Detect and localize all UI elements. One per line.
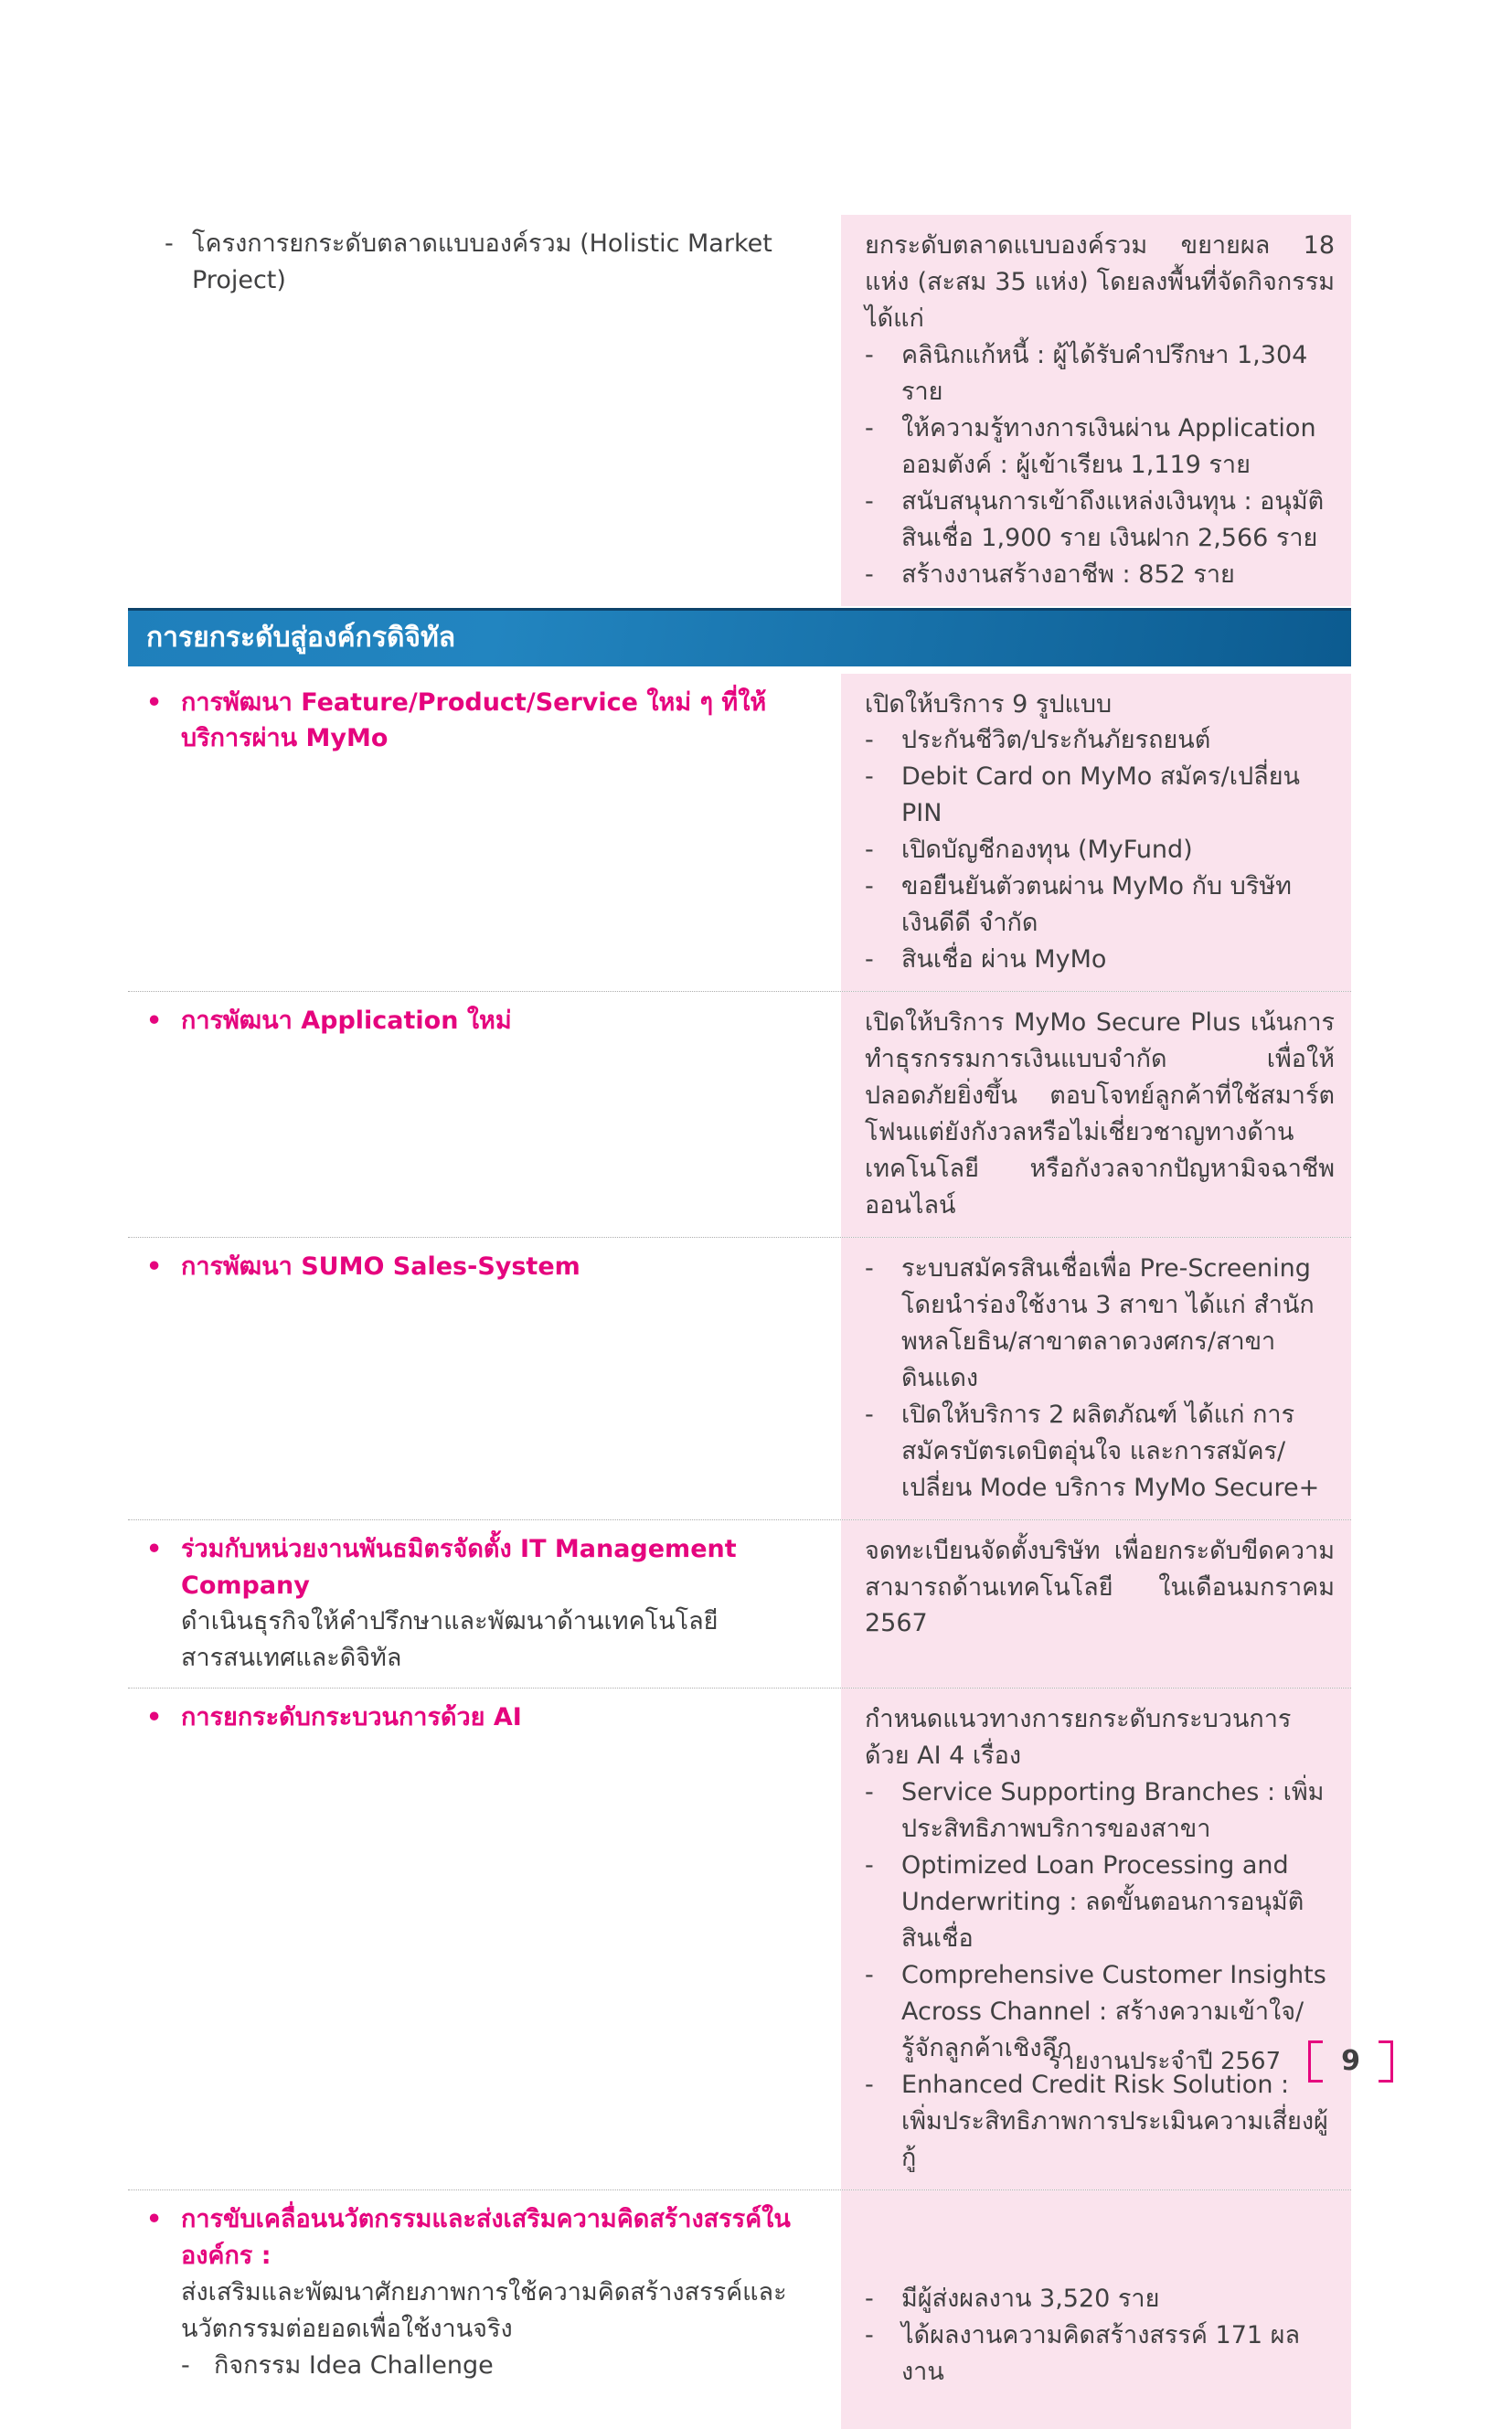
detail-item — [865, 868, 1335, 942]
table-row — [128, 991, 1351, 1237]
dash-marker: - — [865, 1961, 874, 1990]
detail-item — [865, 2317, 1335, 2391]
table-row — [128, 1688, 1351, 2189]
right-cell — [841, 2190, 1351, 2429]
detail-text: Enhanced Credit Risk Solution : เพิ่มประสิทธิภาพการประเมินความเสี่ยงผู้กู้ — [901, 2070, 1328, 2172]
detail-item — [865, 557, 1335, 593]
topic-title: การยกระดับกระบวนการด้วย AI — [181, 1703, 522, 1732]
bullet-icon: • — [146, 1252, 163, 1281]
table-row — [128, 1237, 1351, 1519]
right-cell — [841, 215, 1351, 606]
dash-marker: - — [865, 2320, 874, 2349]
bullet-icon: • — [146, 1703, 163, 1732]
bullet-icon: • — [146, 687, 163, 717]
dash-marker: - — [865, 340, 874, 369]
detail-paragraph: ยกระดับตลาดแบบองค์รวม ขยายผล 18 แห่ง (สะสม 35 แห่ง) โดยลงพื้นที่จัดกิจกรรม ได้แก่ — [865, 231, 1335, 333]
topic-title: การขับเคลื่อนนวัตกรรมและส่งเสริมความคิดสร้างสรรค์ในองค์กร : — [181, 2204, 791, 2270]
detail-text: คลินิกแก้หนี้ : ผู้ได้รับคำปรึกษา 1,304 ราย — [901, 340, 1308, 406]
left-cell — [128, 992, 841, 1237]
detail-item — [865, 2281, 1335, 2317]
dash-marker: - — [181, 2350, 190, 2380]
topic-sub-item — [181, 2348, 830, 2384]
topic-bullet-item — [128, 1003, 830, 1039]
detail-item — [865, 1251, 1335, 1397]
dash-marker: - — [865, 1400, 874, 1429]
right-cell — [841, 992, 1351, 1237]
topic-dash-item — [128, 226, 830, 299]
left-cell — [128, 1689, 841, 2189]
dash-marker: - — [865, 1253, 874, 1283]
dash-marker: - — [865, 1778, 874, 1807]
right-cell — [841, 1689, 1351, 2189]
page-number-badge — [1308, 2040, 1393, 2083]
detail-text: เปิดบัญชีกองทุน (MyFund) — [901, 836, 1193, 865]
section-header-title: การยกระดับสู่องค์กรดิจิทัล — [146, 621, 456, 654]
topic-title: ร่วมกับหน่วยงานพันธมิตรจัดตั้ง IT Management Company — [181, 1534, 737, 1600]
dash-marker: - — [865, 486, 874, 516]
detail-text: ประกันชีวิต/ประกันภัยรถยนต์ — [901, 726, 1211, 755]
dash-marker: - — [865, 836, 874, 865]
detail-item — [865, 722, 1335, 759]
content-table — [128, 215, 1351, 2429]
detail-text: Debit Card on MyMo สมัคร/เปลี่ยน PIN — [901, 762, 1300, 828]
page-bracket-right-icon — [1379, 2040, 1393, 2083]
topic-bullet-item — [128, 685, 830, 758]
detail-paragraph: จดทะเบียนจัดตั้งบริษัท เพื่อยกระดับขีดความสามารถด้านเทคโนโลยี ในเดือนมกราคม 2567 — [865, 1536, 1335, 1638]
topic-bullet-item — [128, 1249, 830, 1285]
topic-title: การพัฒนา SUMO Sales-System — [181, 1252, 580, 1281]
detail-text: มีผู้ส่งผลงาน 3,520 ราย — [901, 2284, 1160, 2313]
detail-text: สนับสนุนการเข้าถึงแหล่งเงินทุน : อนุมัติสินเชื่อ 1,900 ราย เงินฝาก 2,566 ราย — [901, 486, 1325, 552]
topic-description: ส่งเสริมและพัฒนาศักยภาพการใช้ความคิดสร้างสรรค์และนวัตกรรมต่อยอดเพื่อใช้งานจริง — [181, 2277, 787, 2343]
bullet-icon: • — [146, 1534, 163, 1563]
right-cell — [841, 1520, 1351, 1689]
detail-text: ระบบสมัครสินเชื่อเพื่อ Pre-Screening โดยนำร่องใช้งาน 3 สาขา ได้แก่ สำนักพหลโยธิน/สาขาตลาดวงศกร/สาขาดินแดง — [901, 1253, 1315, 1392]
detail-text: ได้ผลงานความคิดสร้างสรรค์ 171 ผลงาน — [901, 2320, 1300, 2386]
dash-marker: - — [865, 559, 874, 589]
left-cell — [128, 2190, 841, 2429]
detail-item — [865, 484, 1335, 557]
topic-title: โครงการยกระดับตลาดแบบองค์รวม (Holistic Market Project) — [192, 229, 772, 294]
detail-text: ขอยืนยันตัวตนผ่าน MyMo กับ บริษัท เงินดีดี จำกัด — [901, 872, 1292, 938]
detail-text: Service Supporting Branches : เพิ่มประสิทธิภาพบริการของสาขา — [901, 1778, 1325, 1844]
table-row — [128, 1519, 1351, 1689]
topic-bullet-item — [128, 1699, 830, 1736]
table-row — [128, 2189, 1351, 2429]
detail-item — [865, 1397, 1335, 1507]
detail-item — [865, 337, 1335, 410]
left-cell — [128, 674, 841, 992]
dash-marker: - — [865, 2284, 874, 2313]
detail-text: ให้ความรู้ทางการเงินผ่าน Application ออมตังค์ : ผู้เข้าเรียน 1,119 ราย — [901, 413, 1316, 479]
detail-paragraph: เปิดให้บริการ 9 รูปแบบ — [865, 689, 1113, 719]
left-cell — [128, 215, 841, 606]
detail-paragraph: เปิดให้บริการ MyMo Secure Plus เน้นการทำธุรกรรมการเงินแบบจำกัด เพื่อให้ปลอดภัยยิ่งขึ้น ตอบโจทย์ลูกค้าที่ใช้สมาร์ตโฟนแต่ยังกังวลหรือไม่เชี่ยวชาญทางด้านเทคโนโลยี หรือกังวลจากปัญหามิจฉาชีพออนไลน์ — [865, 1008, 1335, 1220]
detail-text: Comprehensive Customer Insights Across Channel : สร้างความเข้าใจ/รู้จักลูกค้าเชิงลึก — [901, 1961, 1326, 2062]
topic-sub-text: กิจกรรม Idea Challenge — [214, 2350, 494, 2380]
detail-item — [865, 410, 1335, 484]
section-header-bar — [128, 608, 1351, 666]
detail-item — [865, 2067, 1335, 2177]
bullet-icon: • — [146, 1007, 163, 1036]
left-cell — [128, 1238, 841, 1519]
page-number: 9 — [1341, 2044, 1360, 2077]
topic-bullet-item — [128, 1531, 830, 1604]
dash-marker: - — [865, 2070, 874, 2099]
table-row — [128, 674, 1351, 992]
topic-title: การพัฒนา Feature/Product/Service ใหม่ ๆ ที่ให้บริการผ่าน MyMo — [181, 687, 767, 753]
dash-marker: - — [165, 229, 174, 258]
right-cell — [841, 674, 1351, 992]
detail-item — [865, 1848, 1335, 1957]
dash-marker: - — [865, 872, 874, 901]
table-row — [128, 215, 1351, 606]
topic-bullet-item — [128, 2201, 830, 2275]
left-cell — [128, 1520, 841, 1689]
page-bracket-left-icon — [1308, 2040, 1323, 2083]
page-footer — [1049, 2040, 1393, 2083]
report-title: รายงานประจำปี 2567 — [1049, 2047, 1282, 2075]
detail-text: Optimized Loan Processing and Underwriting : ลดขั้นตอนการอนุมัติสินเชื่อ — [901, 1851, 1304, 1954]
dash-marker: - — [865, 762, 874, 792]
bullet-icon: • — [146, 2204, 163, 2233]
dash-marker: - — [865, 726, 874, 755]
detail-paragraph: กำหนดแนวทางการยกระดับกระบวนการด้วย AI 4 เรื่อง — [865, 1705, 1292, 1771]
detail-item — [865, 759, 1335, 832]
detail-item — [865, 832, 1335, 868]
dash-marker: - — [865, 945, 874, 975]
topic-title: การพัฒนา Application ใหม่ — [181, 1007, 512, 1036]
detail-item — [865, 942, 1335, 978]
dash-marker: - — [865, 1851, 874, 1880]
detail-text: สร้างงานสร้างอาชีพ : 852 ราย — [901, 559, 1235, 589]
detail-text: เปิดให้บริการ 2 ผลิตภัณฑ์ ได้แก่ การสมัครบัตรเดบิตอุ่นใจ และการสมัคร/เปลี่ยน Mode บริการ MyMo Secure+ — [901, 1400, 1320, 1502]
topic-description: ดำเนินธุรกิจให้คำปรึกษาและพัฒนาด้านเทคโนโลยีสารสนเทศและดิจิทัล — [181, 1607, 719, 1673]
detail-item — [865, 1774, 1335, 1848]
dash-marker: - — [865, 413, 874, 442]
right-cell — [841, 1238, 1351, 1519]
detail-text: สินเชื่อ ผ่าน MyMo — [901, 945, 1107, 975]
